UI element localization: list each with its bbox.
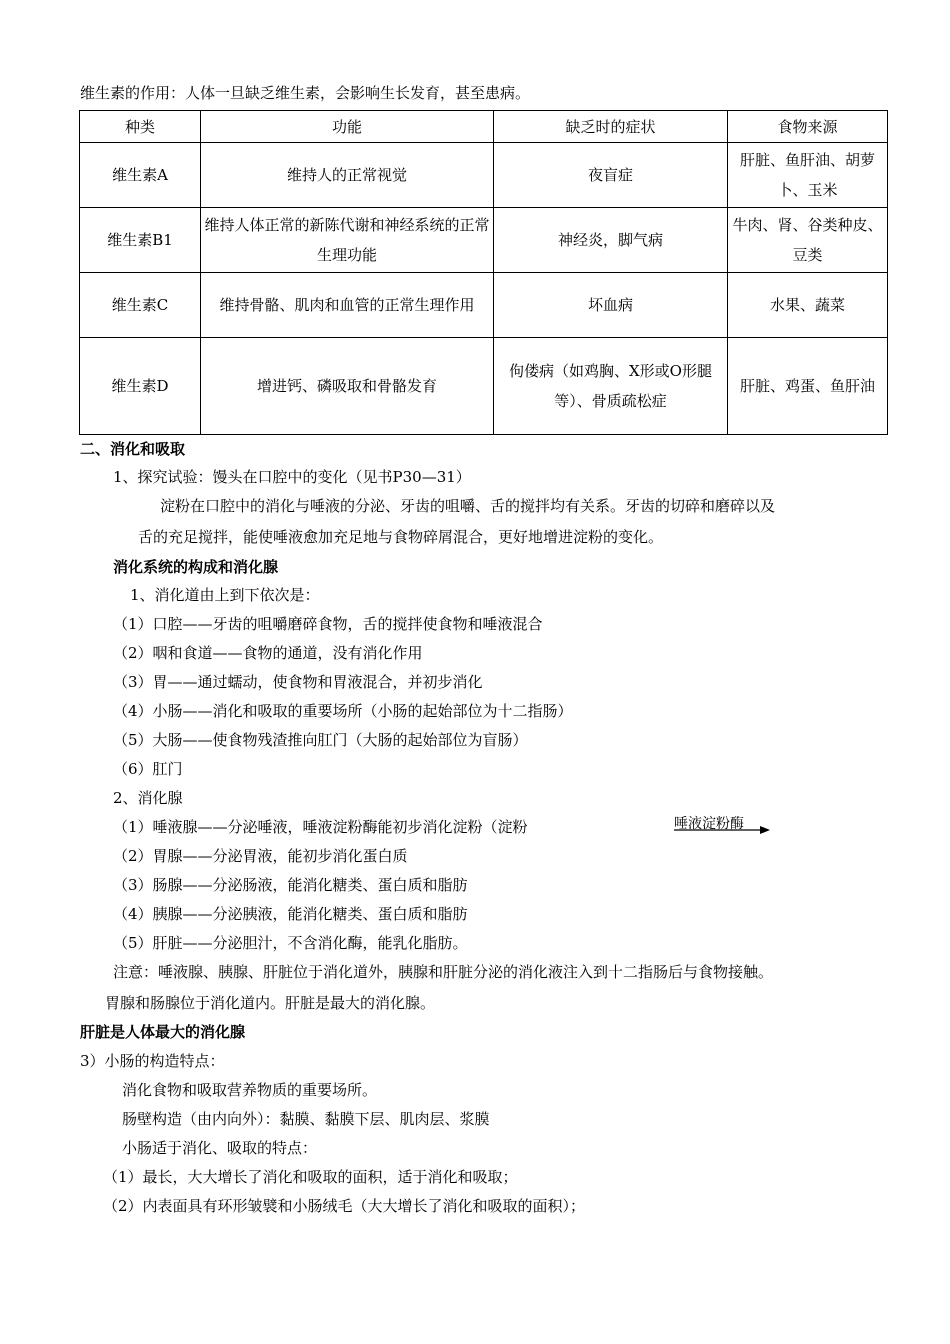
table-cell: 神经炎，脚气病 [494, 208, 728, 273]
table-cell: 夜盲症 [494, 143, 728, 208]
list-item: （3）胃——通过蠕动，使食物和胃液混合，并初步消化 [113, 673, 483, 691]
list-item: （2）胃腺——分泌胃液，能初步消化蛋白质 [113, 847, 408, 865]
table-cell: 维生素C [80, 273, 201, 338]
table-cell: 牛肉、肾、谷类种皮、豆类 [728, 208, 888, 273]
table-cell: 维持人的正常视觉 [201, 143, 494, 208]
header-cell: 种类 [80, 111, 201, 143]
header-cell: 缺乏时的症状 [494, 111, 728, 143]
small-intestine-line: 消化食物和吸取营养物质的重要场所。 [122, 1081, 378, 1099]
table-row [80, 273, 888, 338]
small-intestine-title: 3）小肠的构造特点： [80, 1052, 225, 1070]
enzyme-label: 唾液淀粉酶 [674, 816, 744, 832]
table-cell: 维生素B1 [80, 208, 201, 273]
list-item: （2）咽和食道——食物的通道，没有消化作用 [113, 644, 423, 662]
header-cell: 食物来源 [728, 111, 888, 143]
list-item: （1）最长，大大增长了消化和吸取的面积，适于消化和吸取； [103, 1168, 518, 1186]
note-line: 胃腺和肠腺位于消化道内。肝脏是最大的消化腺。 [105, 994, 436, 1012]
table-cell: 增进钙、磷吸取和骨骼发育 [201, 338, 494, 435]
list-item: （2）内表面具有环形皱襞和小肠绒毛（大大增长了消化和吸取的面积）； [103, 1197, 586, 1215]
intro-text: 维生素的作用：人体一旦缺乏维生素，会影响生长发育，甚至患病。 [80, 84, 531, 102]
paragraph-line: 淀粉在口腔中的消化与唾液的分泌、牙齿的咀嚼、舌的搅拌均有关系。牙齿的切碎和磨碎以及 [160, 497, 776, 515]
list-item: （3）肠腺——分泌肠液，能消化糖类、蛋白质和脂肪 [113, 876, 468, 894]
section-title: 二、消化和吸取 [80, 440, 186, 458]
list-item: （4）小肠——消化和吸取的重要场所（小肠的起始部位为十二指肠） [113, 702, 573, 720]
table-row [80, 338, 888, 435]
list-item: （1）口腔——牙齿的咀嚼磨碎食物，舌的搅拌使食物和唾液混合 [113, 615, 543, 633]
table-header-row [80, 111, 888, 143]
experiment-text: 1、探究试验：馒头在口腔中的变化（见书P30—31） [113, 468, 471, 486]
list-item: （1）唾液腺——分泌唾液，唾液淀粉酶能初步消化淀粉（淀粉 [113, 818, 528, 836]
list-item: （4）胰腺——分泌胰液，能消化糖类、蛋白质和脂肪 [113, 905, 468, 923]
vitamin-table [79, 110, 888, 435]
tract-intro: 1、消化道由上到下依次是： [130, 586, 320, 604]
reaction-arrow-icon [672, 824, 772, 836]
small-intestine-line: 肠壁构造（由内向外）：黏膜、黏膜下层、肌肉层、浆膜 [122, 1110, 490, 1128]
paragraph-line: 舌的充足搅拌，能使唾液愈加充足地与食物碎屑混合，更好地增进淀粉的变化。 [138, 528, 664, 546]
table-cell: 佝偻病（如鸡胸、X形或O形腿等）、骨质疏松症 [494, 338, 728, 435]
list-item: （5）肝脏——分泌胆汁，不含消化酶，能乳化脂肪。 [113, 934, 468, 952]
table-cell: 维生素A [80, 143, 201, 208]
table-cell: 肝脏、鱼肝油、胡萝卜、玉米 [728, 143, 888, 208]
table-cell: 肝脏、鸡蛋、鱼肝油 [728, 338, 888, 435]
header-cell: 功能 [201, 111, 494, 143]
table-row [80, 208, 888, 273]
digestive-system-title: 消化系统的构成和消化腺 [113, 558, 279, 576]
table-row [80, 143, 888, 208]
small-intestine-line: 小肠适于消化、吸取的特点： [122, 1139, 318, 1157]
table-cell: 坏血病 [494, 273, 728, 338]
glands-intro: 2、消化腺 [113, 789, 183, 807]
table-cell: 维持人体正常的新陈代谢和神经系统的正常生理功能 [201, 208, 494, 273]
table-cell: 维生素D [80, 338, 201, 435]
table-cell: 维持骨骼、肌肉和血管的正常生理作用 [201, 273, 494, 338]
note-line: 注意：唾液腺、胰腺、肝脏位于消化道外，胰腺和肝脏分泌的消化液注入到十二指肠后与食物接触。 [113, 963, 774, 981]
table-cell: 水果、蔬菜 [728, 273, 888, 338]
liver-title: 肝脏是人体最大的消化腺 [80, 1023, 246, 1041]
list-item: （6）肛门 [113, 760, 183, 778]
list-item: （5）大肠——使食物残渣推向肛门（大肠的起始部位为盲肠） [113, 731, 528, 749]
